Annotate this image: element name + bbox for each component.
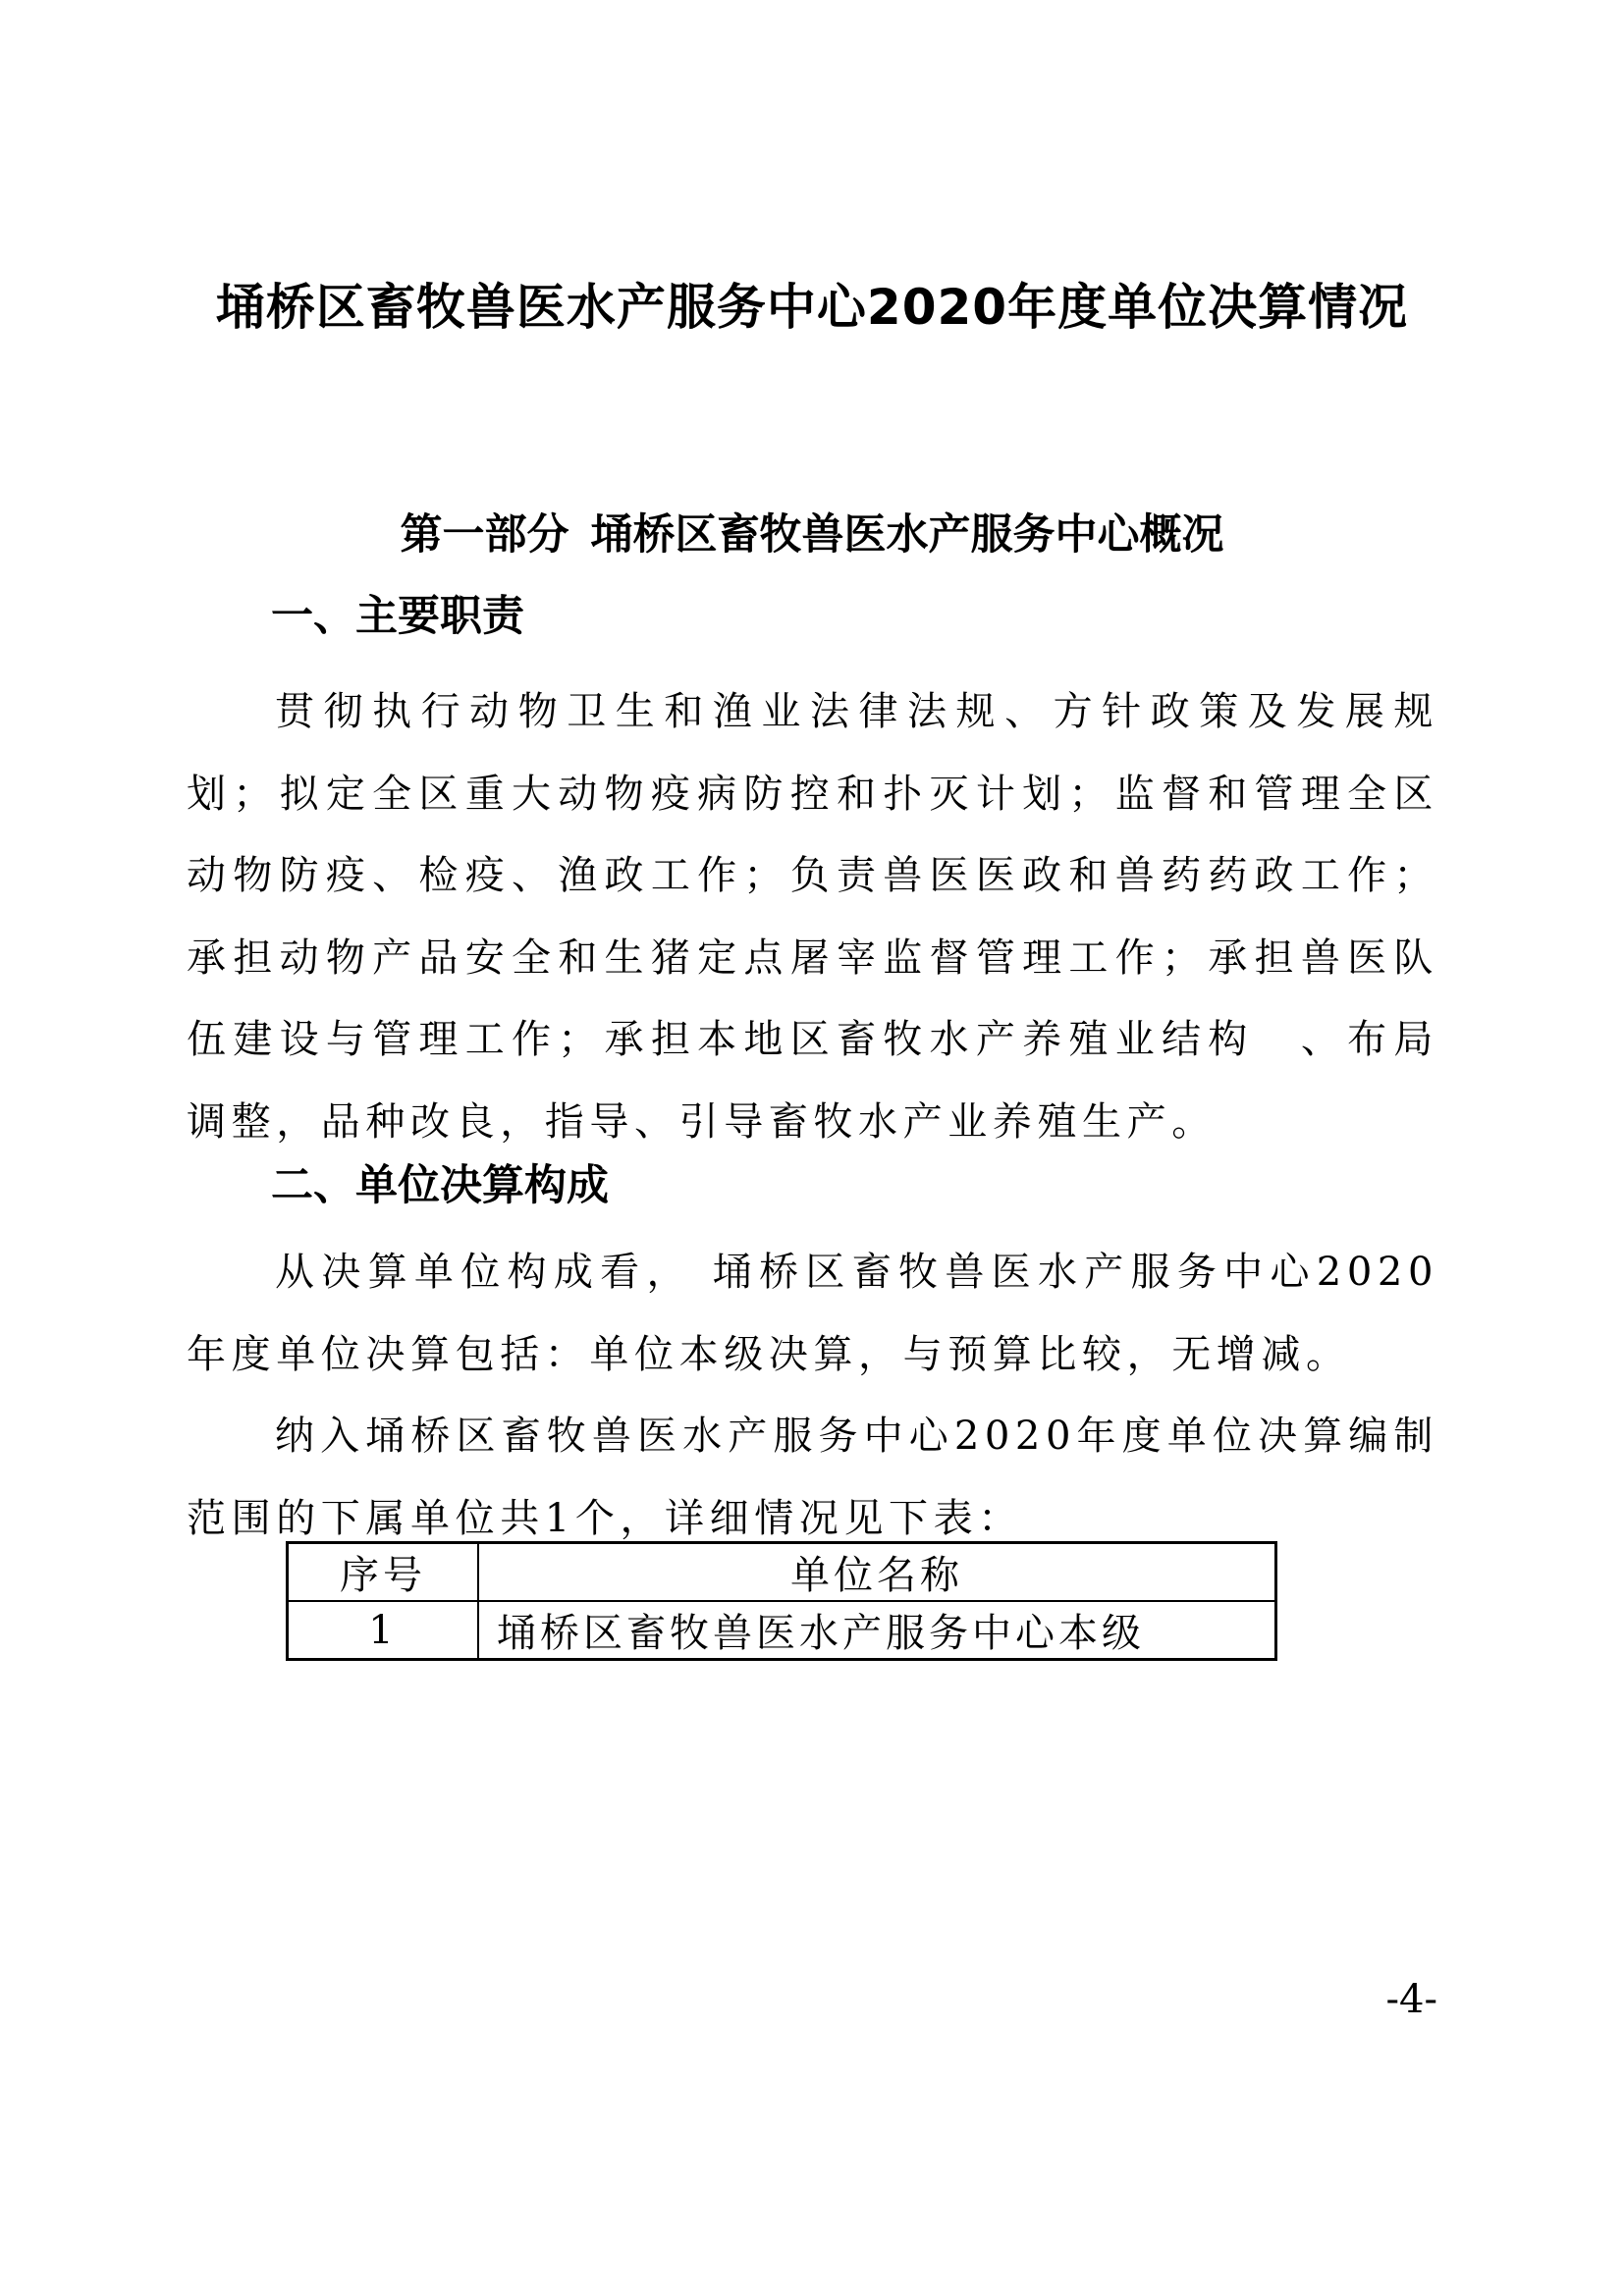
table-cell-seq: 1: [288, 1601, 479, 1660]
section-heading-duties: 一、主要职责: [271, 592, 524, 641]
part-name: 埇桥区畜牧兽医水产服务中心概况: [590, 510, 1224, 560]
table-cell-unit-name: 埇桥区畜牧兽医水产服务中心本级: [478, 1601, 1276, 1660]
part-label: 第一部分: [400, 510, 569, 560]
page-number: -4-: [1385, 1977, 1437, 2022]
table-header-unit-name: 单位名称: [478, 1543, 1276, 1602]
table-header-row: [288, 1543, 1276, 1602]
duties-paragraph: 贯彻执行动物卫生和渔业法律法规、方针政策及发展规划；拟定全区重大动物疫病防控和扑灭计划；监督和管理全区动物防疫、检疫、渔政工作；负责兽医医政和兽药药政工作；承担动物产品安全和生猪定点屠宰监督管理工作；承担兽医队伍建设与管理工作；承担本地区畜牧水产养殖业结构 、布局调整，品种改良，指导、引导畜牧水产业养殖生产。: [187, 689, 1438, 1145]
section-heading-composition: 二、单位决算构成: [271, 1161, 609, 1210]
composition-paragraph: 从决算单位构成看， 埇桥区畜牧兽医水产服务中心2020年度单位决算包括：单位本级决算，与预算比较，无增减。: [187, 1250, 1438, 1377]
table-header-seq: 序号: [288, 1543, 479, 1602]
part-heading: [0, 506, 1624, 564]
scope-paragraph: 纳入埇桥区畜牧兽医水产服务中心2020年度单位决算编制范围的下属单位共1个，详细情况见下表：: [187, 1414, 1438, 1541]
unit-table: [286, 1541, 1277, 1661]
table-row: [288, 1601, 1276, 1660]
document-title: 埇桥区畜牧兽医水产服务中心2020年度单位决算情况: [215, 279, 1409, 336]
